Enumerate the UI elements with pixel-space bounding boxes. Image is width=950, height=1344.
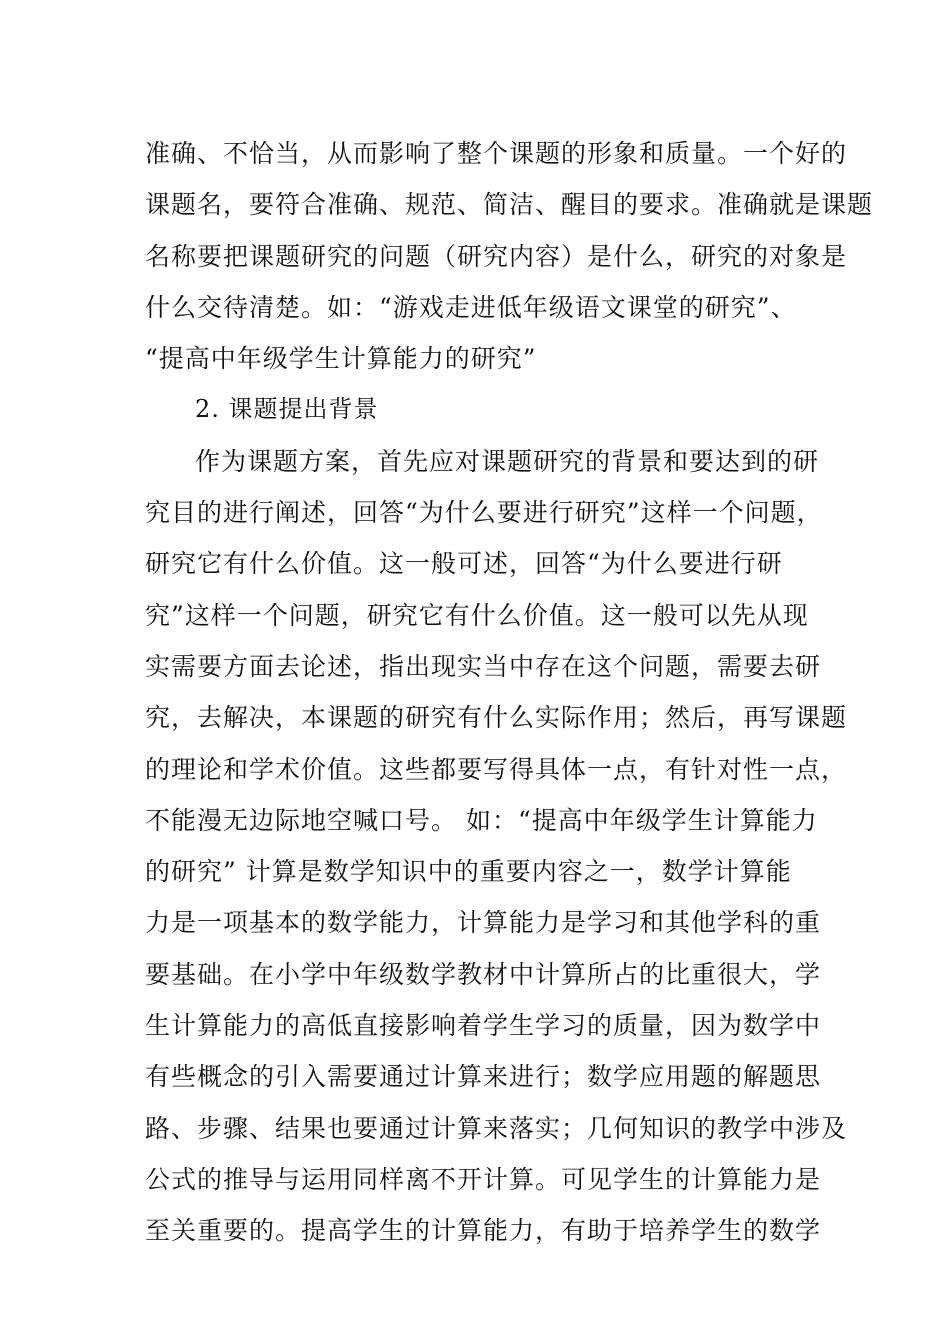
- text-line: 究目的进行阐述，回答“为什么要进行研究”这样一个问题，: [145, 498, 823, 528]
- text-line: 的研究” 计算是数学知识中的重要内容之一，数学计算能: [145, 857, 792, 887]
- text-line: 课题名，要符合准确、规范、简洁、醒目的要求。准确就是课题: [145, 190, 874, 220]
- section-heading: 2. 课题提出背景: [195, 395, 379, 424]
- text-line: 路、步骤、结果也要通过计算来落实；几何知识的教学中涉及: [145, 1113, 848, 1143]
- paragraph-first-line: 作为课题方案，首先应对课题研究的背景和要达到的研: [195, 446, 820, 476]
- text-line: 研究它有什么价值。这一般可述，回答“为什么要进行研: [145, 549, 783, 579]
- text-line: 实需要方面去论述，指出现实当中存在这个问题，需要去研: [145, 651, 822, 681]
- text-line: 公式的推导与运用同样离不开计算。可见学生的计算能力是: [145, 1164, 822, 1194]
- text-line: 名称要把课题研究的问题（研究内容）是什么，研究的对象是: [145, 241, 848, 271]
- text-line: 究”这样一个问题，研究它有什么价值。这一般可以先从现: [145, 600, 809, 630]
- text-line: 不能漫无边际地空喊口号。 如：“提高中年级学生计算能力: [145, 805, 818, 835]
- text-line: 的理论和学术价值。这些都要写得具体一点，有针对性一点，: [145, 754, 848, 784]
- text-line: 什么交待清楚。如：“游戏走进低年级语文课堂的研究”、: [145, 292, 797, 322]
- text-line: 要基础。在小学中年级数学教材中计算所占的比重很大，学: [145, 959, 822, 989]
- text-line: “提高中年级学生计算能力的研究”: [145, 344, 537, 374]
- text-line: 生计算能力的高低直接影响着学生学习的质量，因为数学中: [145, 1011, 822, 1041]
- text-line: 力是一项基本的数学能力，计算能力是学习和其他学科的重: [145, 908, 822, 938]
- text-line: 有些概念的引入需要通过计算来进行；数学应用题的解题思: [145, 1062, 822, 1092]
- text-line: 准确、不恰当，从而影响了整个课题的形象和质量。一个好的: [145, 139, 848, 168]
- text-line: 至关重要的。提高学生的计算能力，有助于培养学生的数学: [145, 1216, 822, 1246]
- text-line: 究，去解决，本课题的研究有什么实际作用；然后，再写课题: [145, 703, 848, 733]
- body-text: [145, 128, 874, 1257]
